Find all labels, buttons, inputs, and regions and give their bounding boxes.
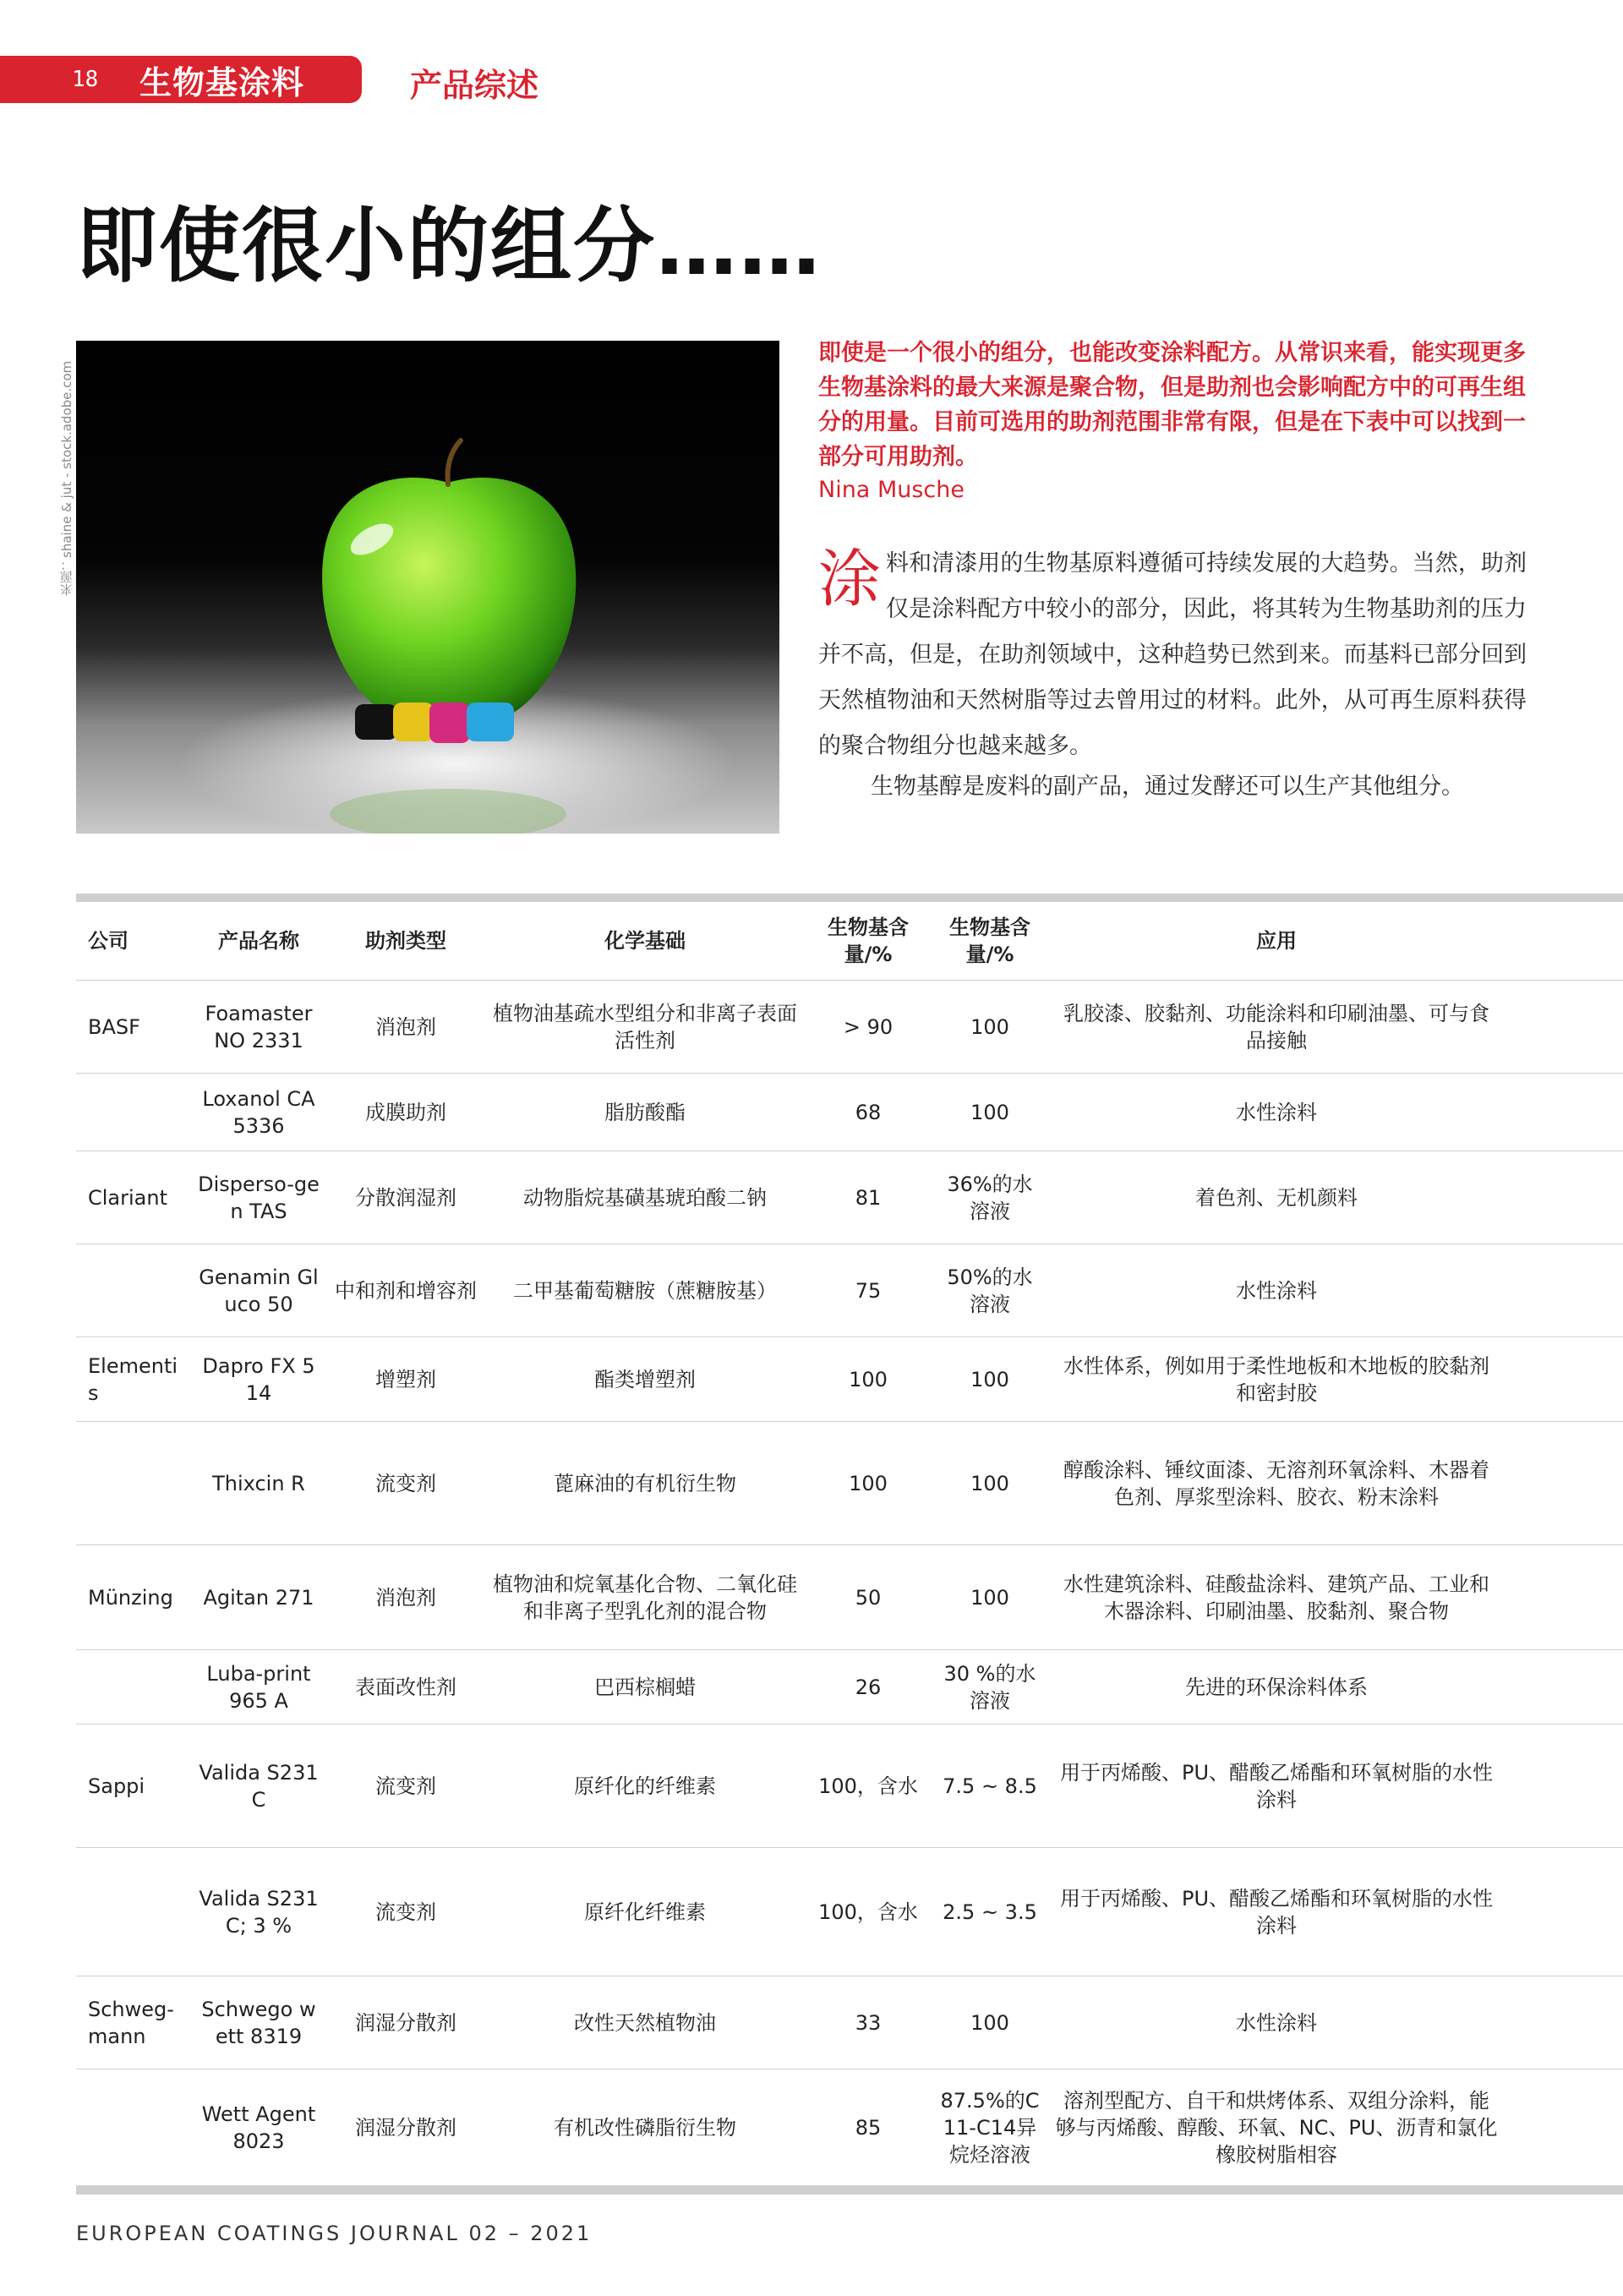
cell-product: Disperso-gen TAS xyxy=(191,1151,326,1244)
header-chemistry: 化学基础 xyxy=(485,902,805,981)
cell-product: Valida S231C; 3 % xyxy=(191,1848,326,1976)
drop-cap: 涂 xyxy=(818,543,881,615)
cell-bio2: 100 xyxy=(932,1074,1048,1151)
table-row xyxy=(76,1337,1623,1422)
cell-company xyxy=(76,2069,191,2186)
cell-type: 流变剂 xyxy=(326,1848,485,1976)
cell-bio2: 100 xyxy=(932,1337,1048,1422)
cell-company: Clariant xyxy=(76,1151,191,1244)
table-row xyxy=(76,1151,1623,1244)
cell-type: 流变剂 xyxy=(326,1422,485,1545)
cell-bio2: 100 xyxy=(932,1545,1048,1650)
cell-product: Loxanol CA 5336 xyxy=(191,1074,326,1151)
cell-product: Wett Agent 8023 xyxy=(191,2069,326,2186)
apple-illustration xyxy=(76,341,779,834)
cell-spacer xyxy=(1505,1848,1623,1976)
cell-chemistry: 二甲基葡萄糖胺（蔗糖胺基） xyxy=(485,1244,805,1337)
cell-type: 中和剂和增容剂 xyxy=(326,1244,485,1337)
cell-product: Valida S231C xyxy=(191,1725,326,1848)
page-number: 18 xyxy=(72,67,99,92)
cell-company xyxy=(76,1244,191,1337)
cell-spacer xyxy=(1505,1074,1623,1151)
table-row xyxy=(76,1422,1623,1545)
cell-type: 润湿分散剂 xyxy=(326,1976,485,2069)
section-header-bar xyxy=(0,56,362,103)
cell-type: 增塑剂 xyxy=(326,1337,485,1422)
cell-type: 成膜助剂 xyxy=(326,1074,485,1151)
cell-bio2: 50%的水溶液 xyxy=(932,1244,1048,1337)
cell-chemistry: 有机改性磷脂衍生物 xyxy=(485,2069,805,2186)
cell-chemistry: 酯类增塑剂 xyxy=(485,1337,805,1422)
body-paragraph-1 xyxy=(818,541,1527,769)
cell-bio2: 100 xyxy=(932,1976,1048,2069)
cell-spacer xyxy=(1505,1545,1623,1650)
cell-bio1: 81 xyxy=(805,1151,932,1244)
additives-table xyxy=(76,894,1623,2195)
cell-application: 水性涂料 xyxy=(1048,1976,1505,2069)
cell-company xyxy=(76,1848,191,1976)
cell-company: Sappi xyxy=(76,1725,191,1848)
section-subtitle: 产品综述 xyxy=(410,67,539,104)
header-type: 助剂类型 xyxy=(326,902,485,981)
cell-application: 先进的环保涂料体系 xyxy=(1048,1650,1505,1725)
cell-chemistry: 原纤化纤维素 xyxy=(485,1848,805,1976)
table-bottom-rule xyxy=(76,2186,1623,2195)
header-spacer xyxy=(1505,902,1623,981)
cell-application: 水性建筑涂料、硅酸盐涂料、建筑产品、工业和木器涂料、印刷油墨、胶黏剂、聚合物 xyxy=(1048,1545,1505,1650)
cell-spacer xyxy=(1505,1422,1623,1545)
cell-bio2: 100 xyxy=(932,981,1048,1074)
cell-bio2: 36%的水溶液 xyxy=(932,1151,1048,1244)
cell-spacer xyxy=(1505,1151,1623,1244)
cell-bio1: > 90 xyxy=(805,981,932,1074)
cell-bio1: 75 xyxy=(805,1244,932,1337)
cell-company xyxy=(76,1650,191,1725)
cell-bio2: 2.5 ~ 3.5 xyxy=(932,1848,1048,1976)
cell-chemistry: 改性天然植物油 xyxy=(485,1976,805,2069)
header-company: 公司 xyxy=(76,902,191,981)
table-row xyxy=(76,981,1623,1074)
cell-spacer xyxy=(1505,1976,1623,2069)
cell-company xyxy=(76,1074,191,1151)
cell-type: 消泡剂 xyxy=(326,1545,485,1650)
cell-application: 水性涂料 xyxy=(1048,1244,1505,1337)
image-credit: 来源：shaine & jut - stock.adobe.com xyxy=(59,360,74,596)
cell-bio2: 7.5 ~ 8.5 xyxy=(932,1725,1048,1848)
cell-type: 分散润湿剂 xyxy=(326,1151,485,1244)
intro-paragraph: 即使是一个很小的组分，也能改变涂料配方。从常识来看，能实现更多生物基涂料的最大来源是聚合物，但是助剂也会影响配方中的可再生组分的用量。目前可选用的助剂范围非常有限，但是在下表中可以找到一部分可用助剂。 xyxy=(818,340,1526,470)
cell-product: Agitan 271 xyxy=(191,1545,326,1650)
cell-bio1: 26 xyxy=(805,1650,932,1725)
cell-product: Foamaster NO 2331 xyxy=(191,981,326,1074)
cell-application: 乳胶漆、胶黏剂、功能涂料和印刷油墨、可与食品接触 xyxy=(1048,981,1505,1074)
cell-spacer xyxy=(1505,1244,1623,1337)
cell-bio2: 30 %的水溶液 xyxy=(932,1650,1048,1725)
table-row xyxy=(76,1545,1623,1650)
body-paragraph-1-text: 料和清漆用的生物基原料遵循可持续发展的大趋势。当然，助剂仅是涂料配方中较小的部分，因此，将其转为生物基助剂的压力并不高，但是，在助剂领域中，这种趋势已然到来。而基料已部分回到天然植物油和天然树脂等过去曾用过的材料。此外，从可再生原料获得的聚合物组分也越来越多。 xyxy=(818,550,1527,759)
cell-type: 表面改性剂 xyxy=(326,1650,485,1725)
cell-type: 流变剂 xyxy=(326,1725,485,1848)
table-body xyxy=(76,981,1623,2186)
cell-application: 水性涂料 xyxy=(1048,1074,1505,1151)
cell-bio1: 100 xyxy=(805,1422,932,1545)
cell-type: 消泡剂 xyxy=(326,981,485,1074)
cell-spacer xyxy=(1505,1337,1623,1422)
cell-product: Thixcin R xyxy=(191,1422,326,1545)
cell-bio1: 33 xyxy=(805,1976,932,2069)
cell-company: Münzing xyxy=(76,1545,191,1650)
cell-application: 水性体系，例如用于柔性地板和木地板的胶黏剂和密封胶 xyxy=(1048,1337,1505,1422)
cell-product: Genamin Gluco 50 xyxy=(191,1244,326,1337)
body-paragraph-2: 生物基醇是废料的副产品，通过发酵还可以生产其他组分。 xyxy=(871,774,1464,800)
table-row xyxy=(76,1244,1623,1337)
journal-footer: EUROPEAN COATINGS JOURNAL 02 – 2021 xyxy=(76,2222,593,2245)
cell-chemistry: 植物油基疏水型组分和非离子表面活性剂 xyxy=(485,981,805,1074)
cell-bio1: 68 xyxy=(805,1074,932,1151)
header-bio-content-1: 生物基含量/% xyxy=(805,902,932,981)
cell-bio1: 100，含水 xyxy=(805,1848,932,1976)
cell-company: BASF xyxy=(76,981,191,1074)
cell-bio2: 87.5%的C11-C14异烷烃溶液 xyxy=(932,2069,1048,2186)
header-bio-content-2: 生物基含量/% xyxy=(932,902,1048,981)
table-row xyxy=(76,1650,1623,1725)
cell-bio2: 100 xyxy=(932,1422,1048,1545)
cell-chemistry: 植物油和烷氧基化合物、二氧化硅和非离子型乳化剂的混合物 xyxy=(485,1545,805,1650)
cell-application: 醇酸涂料、锤纹面漆、无溶剂环氧涂料、木器着色剂、厚浆型涂料、胶衣、粉末涂料 xyxy=(1048,1422,1505,1545)
cell-product: Schwego wett 8319 xyxy=(191,1976,326,2069)
cell-chemistry: 脂肪酸酯 xyxy=(485,1074,805,1151)
table-row xyxy=(76,1848,1623,1976)
table-header-row xyxy=(76,902,1623,981)
cell-product: Dapro FX 514 xyxy=(191,1337,326,1422)
apple-photo xyxy=(76,341,779,834)
cell-application: 用于丙烯酸、PU、醋酸乙烯酯和环氧树脂的水性涂料 xyxy=(1048,1725,1505,1848)
author-name: Nina Musche xyxy=(818,477,965,503)
cell-company: Elementis xyxy=(76,1337,191,1422)
cell-bio1: 85 xyxy=(805,2069,932,2186)
cell-company: Schweg-mann xyxy=(76,1976,191,2069)
cell-chemistry: 巴西棕榈蜡 xyxy=(485,1650,805,1725)
header-application: 应用 xyxy=(1048,902,1505,981)
table-row xyxy=(76,2069,1623,2186)
cell-bio1: 50 xyxy=(805,1545,932,1650)
cell-chemistry: 蓖麻油的有机衍生物 xyxy=(485,1422,805,1545)
article-headline: 即使很小的组分…… xyxy=(76,199,822,293)
cell-spacer xyxy=(1505,981,1623,1074)
cell-type: 润湿分散剂 xyxy=(326,2069,485,2186)
table-row xyxy=(76,1725,1623,1848)
cell-spacer xyxy=(1505,1725,1623,1848)
cell-application: 溶剂型配方、自干和烘烤体系、双组分涂料，能够与丙烯酸、醇酸、环氧、NC、PU、沥青和氯化橡胶树脂相容 xyxy=(1048,2069,1505,2186)
section-name: 生物基涂料 xyxy=(139,63,305,101)
header-product: 产品名称 xyxy=(191,902,326,981)
cell-application: 用于丙烯酸、PU、醋酸乙烯酯和环氧树脂的水性涂料 xyxy=(1048,1848,1505,1976)
cell-company xyxy=(76,1422,191,1545)
cell-application: 着色剂、无机颜料 xyxy=(1048,1151,1505,1244)
cell-spacer xyxy=(1505,1650,1623,1725)
cell-bio1: 100 xyxy=(805,1337,932,1422)
table-row xyxy=(76,1074,1623,1151)
table-row xyxy=(76,1976,1623,2069)
cell-bio1: 100，含水 xyxy=(805,1725,932,1848)
cell-product: Luba-print 965 A xyxy=(191,1650,326,1725)
cell-chemistry: 原纤化的纤维素 xyxy=(485,1725,805,1848)
cell-chemistry: 动物脂烷基磺基琥珀酸二钠 xyxy=(485,1151,805,1244)
cell-spacer xyxy=(1505,2069,1623,2186)
